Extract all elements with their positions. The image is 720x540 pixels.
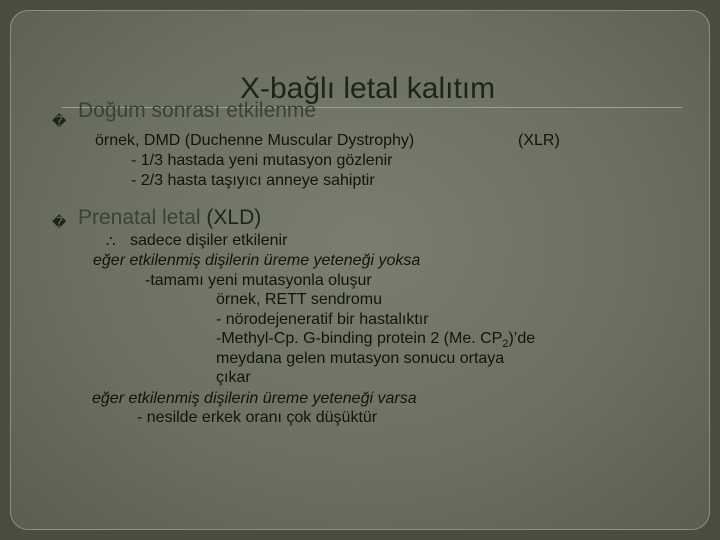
section1-example-line: örnek, DMD (Duchenne Muscular Dystrophy): [95, 132, 415, 149]
section2-line-reproduction: eğer etkilenmiş dişilerin üreme yeteneği varsa: [92, 390, 417, 407]
section2-line-mecp2-a: -Methyl-Cp. G-binding protein 2 (Me. CP: [216, 330, 503, 347]
section2-heading-tag: (XLD): [206, 206, 262, 229]
section2-heading: Prenatal letal: [78, 206, 201, 229]
section2-line-mecp2: [216, 330, 535, 350]
bullet-marker-2: �: [52, 214, 67, 230]
bullet-marker-1: �: [52, 113, 67, 129]
section2-line-no-reproduction: eğer etkilenmiş dişilerin üreme yeteneği yoksa: [93, 252, 421, 269]
section2-line-females: sadece dişiler etkilenir: [130, 232, 288, 249]
section2-line-mecp2-b: )’de: [508, 330, 536, 347]
section1-tag: (XLR): [518, 132, 560, 149]
section2-line-mecp2-cont: meydana gelen mutasyon sonucu ortaya: [216, 350, 505, 367]
therefore-symbol: ∴: [106, 233, 116, 250]
slide-title: X-bağlı letal kalıtım: [240, 72, 496, 105]
section2-line-neurodegenerative: - nörodejeneratif bir hastalıktır: [216, 311, 429, 328]
section2-line-mecp2-end: çıkar: [216, 369, 251, 386]
section2-line-male-ratio: - nesilde erkek oranı çok düşüktür: [137, 409, 378, 426]
section2-line-mecp2-sub: 2: [502, 338, 509, 351]
section2-line-new-mutation: -tamamı yeni mutasyonla oluşur: [145, 272, 372, 289]
section1-heading: Doğum sonrası etkilenme: [78, 99, 317, 122]
section2-line-rett: örnek, RETT sendromu: [216, 291, 382, 308]
section1-line-new-mutation: - 1/3 hastada yeni mutasyon gözlenir: [131, 152, 393, 169]
section1-line-carrier: - 2/3 hasta taşıyıcı anneye sahiptir: [131, 172, 375, 189]
